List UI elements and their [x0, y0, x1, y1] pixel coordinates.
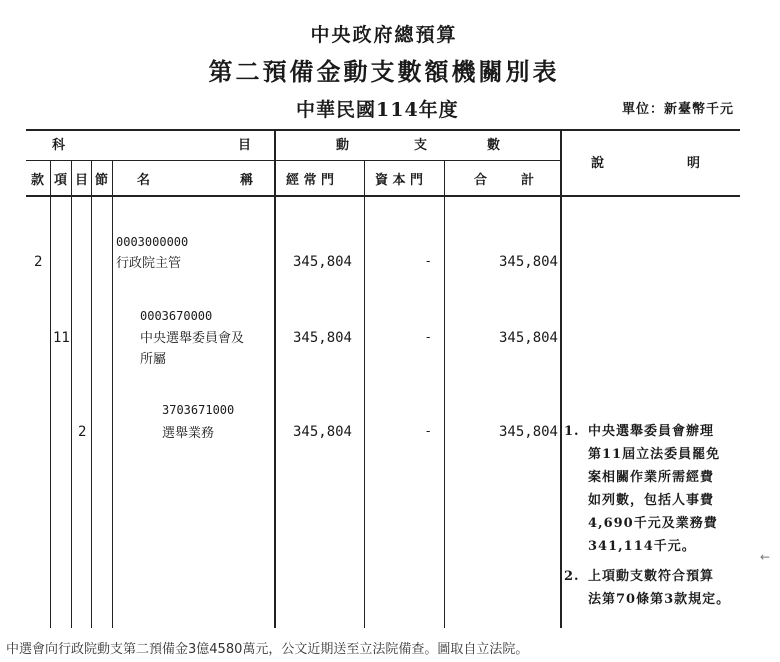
image-caption: 中選會向行政院動支第二預備金3億4580萬元，公文近期送至立法院備查。圖取自立法院。 — [6, 642, 529, 657]
row2-name-line1: 中央選舉委員會及 — [140, 331, 245, 346]
document-fiscal-year: 中華民國114年度 — [296, 99, 459, 121]
header-shu: 數 — [487, 138, 501, 153]
note-1-line: 4,690千元及業務費 — [588, 516, 718, 531]
note-1-line: 如列數，包括人事費 — [588, 493, 715, 508]
table-top-border — [26, 129, 740, 131]
row1-total: 345,804 — [498, 254, 558, 270]
note-2-line: 法第70條第3款規定。 — [588, 592, 731, 607]
row1-name: 行政院主管 — [116, 256, 182, 271]
col-rule-capital — [444, 161, 445, 628]
currency-unit: 單位：新臺幣千元 — [622, 102, 735, 117]
row2-capital: - — [426, 330, 431, 345]
row3-capital: - — [426, 424, 431, 439]
row1-kuan: 2 — [34, 254, 43, 270]
header-mu-col: 目 — [75, 173, 89, 188]
header-kuan: 款 — [31, 173, 45, 188]
header-name-b: 稱 — [240, 173, 254, 188]
row3-current: 345,804 — [292, 424, 352, 440]
note-1-line: 案相關作業所需經費 — [588, 470, 715, 485]
row2-xiang: 11 — [53, 330, 70, 346]
col-rule-xiang — [71, 161, 72, 628]
col-rule-kuan — [50, 161, 51, 628]
col-rule-jie — [112, 161, 113, 628]
row2-total: 345,804 — [498, 330, 558, 346]
row3-name: 選舉業務 — [162, 426, 215, 441]
header-mu: 目 — [238, 138, 252, 153]
row1-current: 345,804 — [292, 254, 352, 270]
note-1-line: 341,114千元。 — [588, 539, 696, 554]
header-total-b: 計 — [521, 173, 535, 188]
header-bottom-rule — [26, 195, 740, 197]
header-name-a: 名 — [137, 173, 151, 188]
header-capital: 資 本 門 — [375, 173, 424, 188]
document-title-line2: 第二預備金動支數額機關別表 — [208, 57, 560, 86]
header-zhi: 支 — [414, 138, 428, 153]
row3-mu: 2 — [78, 424, 87, 440]
header-ming: 明 — [687, 156, 701, 171]
row1-code: 0003000000 — [116, 235, 189, 249]
header-current: 經 常 門 — [286, 173, 335, 188]
header-ke: 科 — [52, 138, 66, 153]
header-shuo: 說 — [591, 156, 605, 171]
header-jie: 節 — [95, 173, 109, 188]
col-rule-mu — [91, 161, 92, 628]
note-1-line: 中央選舉委員會辦理 — [588, 424, 715, 439]
col-rule-total — [560, 130, 562, 628]
note-1-number: 1. — [564, 424, 580, 439]
header-mid-rule — [26, 160, 560, 161]
row2-name-line2: 所屬 — [140, 352, 167, 367]
col-rule-current — [364, 161, 365, 628]
header-dong: 動 — [336, 138, 350, 153]
expand-arrow-icon[interactable]: ← — [760, 550, 771, 564]
col-rule-name — [274, 130, 276, 628]
row1-capital: - — [426, 254, 431, 269]
document-title-line1: 中央政府總預算 — [310, 24, 458, 46]
row2-current: 345,804 — [292, 330, 352, 346]
row3-total: 345,804 — [498, 424, 558, 440]
header-xiang: 項 — [54, 173, 68, 188]
note-1-line: 第11屆立法委員罷免 — [588, 447, 721, 462]
row2-code: 0003670000 — [140, 309, 213, 323]
note-2-number: 2. — [564, 569, 580, 584]
header-total-a: 合 — [474, 173, 488, 188]
note-2-line: 上項動支數符合預算 — [588, 569, 715, 584]
row3-code: 3703671000 — [162, 403, 235, 417]
